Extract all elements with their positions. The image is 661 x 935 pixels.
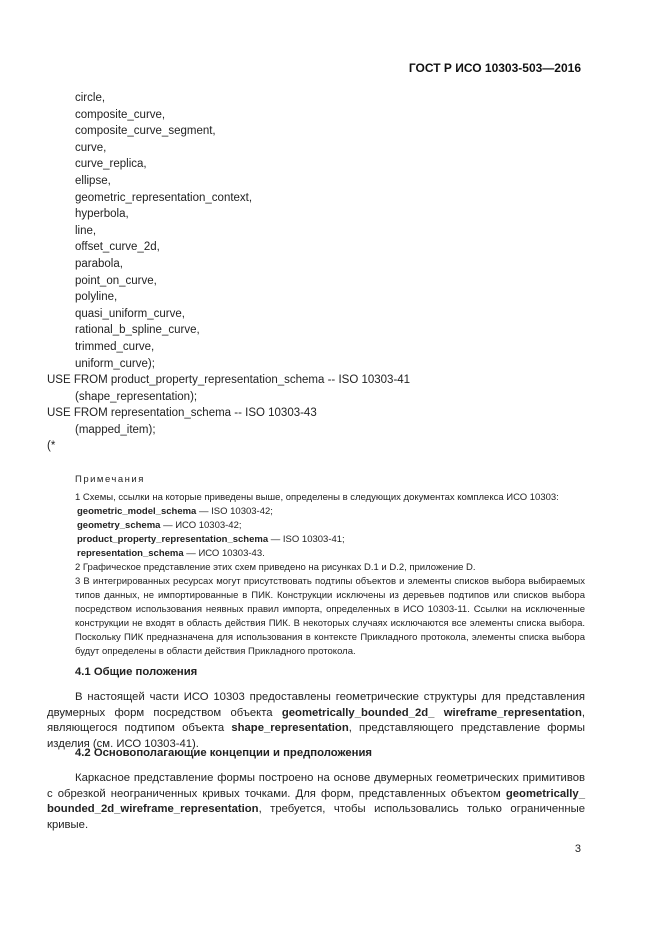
use-from-line: USE FROM representation_schema -- ISO 10303-43 [47,407,317,420]
use-from-line: USE FROM product_property_representation_schema -- ISO 10303-41 [47,374,411,387]
section-paragraph [47,690,585,752]
code-line: circle, [75,92,106,104]
code-line: line, [75,224,97,237]
code-line: ellipse, [75,174,111,187]
entity-name: geometrically_bounded_2d_ wireframe_representation [281,706,582,719]
schema-doc: — ISO 10303-41; [268,534,345,545]
schema-ref [75,547,585,561]
schema-name: geometric_model_schema [77,506,197,517]
notes-block [75,473,585,659]
section-4-2 [47,746,585,833]
code-line: curve_replica, [75,158,147,171]
code-line: (shape_representation); [75,390,198,403]
section-paragraph [47,771,585,833]
para-text: , представляющего представление формы изделия (см. ИСО 10303-41). [47,722,585,750]
section-heading: 4.2 Основополагающие концепции и предположения [75,747,373,759]
code-line: parabola, [75,257,123,270]
page-number: 3 [574,843,581,855]
note-2: 2 Графическое представление этих схем приведено на рисунках D.1 и D.2, приложение D. [75,562,476,573]
schema-ref [75,505,585,519]
comment-open: (* [47,440,56,453]
code-line: (mapped_item); [75,423,156,436]
section-heading: 4.1 Общие положения [75,666,198,678]
code-line: hyperbola, [75,208,129,221]
schema-name: representation_schema [77,548,184,559]
para-text: В настоящей части ИСО 10303 предоставлены геометрические структуры для представления двумерных форм посредством объекта [47,691,585,719]
code-line: curve, [75,141,107,154]
para-text: , являющегося подтипом объекта [47,706,585,735]
entity-name: geometrically_ bounded_2d_wireframe_representation [47,787,585,816]
schema-ref [75,533,585,547]
schema-ref [75,519,585,533]
code-line: rational_b_spline_curve, [75,324,200,337]
note-3: 3 В интегрированных ресурсах могут присутствовать подтипы объектов и элементы списков выбора выбираемых типов данных, не импортированные в ПИК. Конструкции исключены из деревьев подтипов или списков выбора посредством использования неявных правил импорта, определенных в ИСО 10303-11. Ссылки на исключенные конструкции не входят в область действия ПИК. В некоторых случаях исключаются все элементы списка выбора. Поскольку ПИК предназначена для использования в контексте Прикладного протокола, элементы списка выбора будут определены в области действия Прикладного протокола. [75,576,585,657]
entity-name: shape_representation [231,722,349,735]
express-code-block [47,90,410,455]
notes-title: Примечания [75,474,145,485]
code-line: uniform_curve); [75,357,155,370]
para-text: Каркасное представление формы построено на основе двумерных геометрических примитивов с обрезкой неограниченных кривых точками. Для форм, представленных объектом [47,772,585,800]
schema-doc: — ИСО 10303-43. [183,548,265,559]
schema-doc: — ИСО 10303-42; [160,520,242,531]
code-line: composite_curve, [75,108,166,121]
section-4-1 [47,665,585,752]
document-header: ГОСТ Р ИСО 10303-503—2016 [408,61,581,75]
note-1-intro: 1 Схемы, ссылки на которые приведены выше, определены в следующих документах комплекса ИСО 10303: [75,492,559,503]
para-text: , требуется, чтобы использовались только ограниченные кривые. [47,803,585,831]
code-line: geometric_representation_context, [75,191,253,204]
schema-name: product_property_representation_schema [77,534,269,545]
code-line: quasi_uniform_curve, [75,307,185,320]
code-line: trimmed_curve, [75,340,155,353]
code-line: point_on_curve, [75,274,157,287]
code-line: offset_curve_2d, [75,241,160,254]
schema-name: geometry_schema [77,520,161,531]
code-line: polyline, [75,291,118,304]
code-line: composite_curve_segment, [75,125,216,138]
schema-doc: — ISO 10303-42; [196,506,273,517]
